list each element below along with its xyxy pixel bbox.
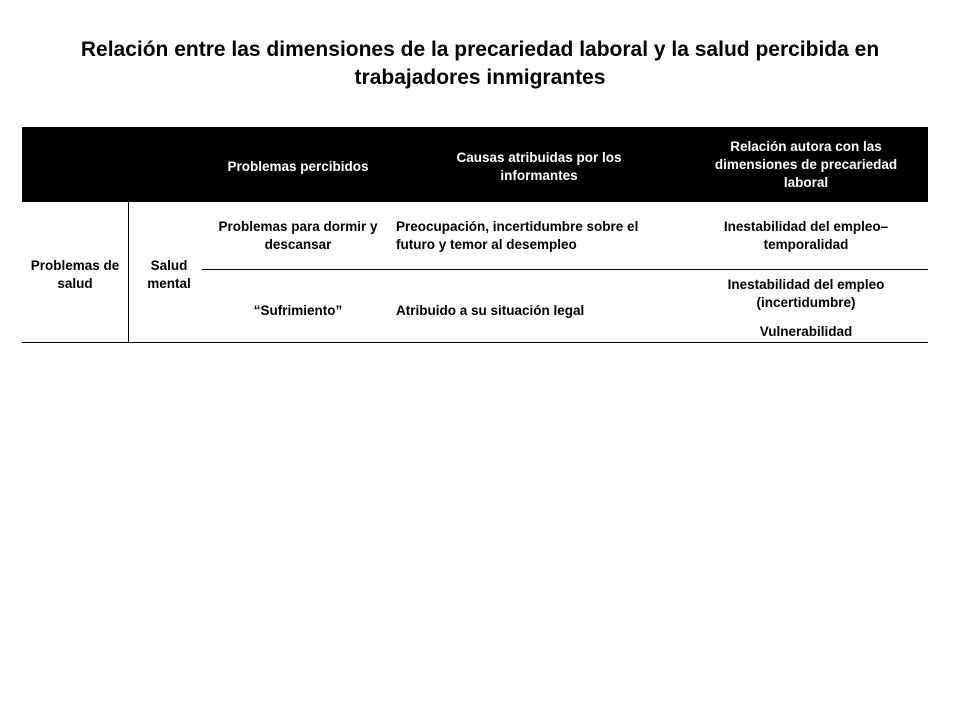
subgroup-label-salud-mental: Salud mental bbox=[147, 258, 191, 291]
group-label-problemas-de-salud: Problemas de salud bbox=[30, 258, 120, 291]
header-problemas-percibidos: Problemas percibidos bbox=[227, 158, 369, 174]
results-table bbox=[22, 127, 928, 342]
header-relacion-autora: Relación autora con las dimensiones de precariedad laboral bbox=[714, 138, 898, 190]
row-1-relacion: Inestabilidad del empleo– temporalidad bbox=[723, 218, 889, 252]
header-causas-atribuidas: Causas atribuidas por los informantes bbox=[456, 149, 622, 183]
row-2-causa: Atribuido a su situación legal bbox=[396, 303, 585, 318]
row-1-causa: Preocupación, incertidumbre sobre el futuro y temor al desempleo bbox=[396, 218, 639, 252]
row-2-problema: “Sufrimiento” bbox=[253, 303, 343, 318]
row-2-relacion-1: Inestabilidad del empleo (incertidumbre) bbox=[727, 277, 885, 310]
row-2-relacion-2: Vulnerabilidad bbox=[759, 324, 853, 339]
table-bottom-rule bbox=[22, 342, 928, 343]
page-title: Relación entre las dimensiones de la precariedad laboral y la salud percibida en trabajadores inmigrantes bbox=[80, 38, 880, 89]
row-1-problema: Problemas para dormir y descansar bbox=[218, 218, 378, 252]
table-header bbox=[22, 127, 928, 202]
